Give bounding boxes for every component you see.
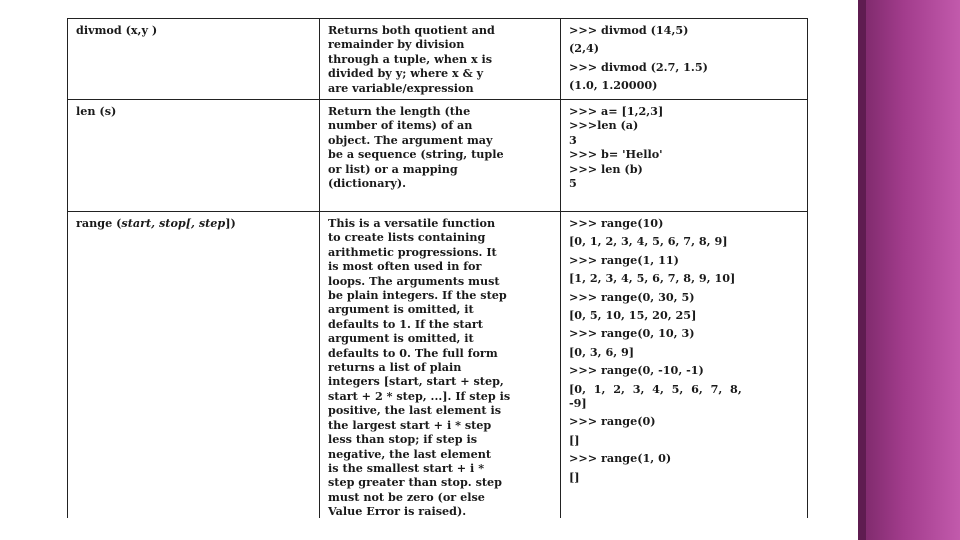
- description-line: defaults to 0. The full form: [328, 345, 498, 360]
- description-line: Returns both quotient and: [328, 23, 495, 37]
- function-table: [67, 18, 808, 518]
- description-line: step greater than stop. step: [328, 475, 502, 490]
- function-args: start, stop: [121, 216, 186, 230]
- example-line: 3: [569, 132, 577, 147]
- example-line: >>> range(0): [569, 414, 656, 429]
- function-signature: divmod (x,y ): [76, 23, 158, 37]
- example-line: (2,4): [569, 41, 600, 56]
- description-cell: [320, 19, 561, 100]
- example-line: >>> range(0, -10, -1): [569, 363, 704, 378]
- example-line: -9]: [569, 396, 587, 411]
- description-line: (dictionary).: [328, 176, 407, 191]
- function-cell: [68, 19, 320, 100]
- example-line: [0, 5, 10, 15, 20, 25]: [569, 308, 697, 323]
- example-line: >>> range(10): [569, 216, 664, 230]
- example-line: >>> range(0, 10, 3): [569, 326, 695, 341]
- description-line: remainder by division: [328, 37, 465, 52]
- description-line: is most often used in for: [328, 259, 482, 274]
- description-line: argument is omitted, it: [328, 302, 474, 317]
- function-close: ]): [225, 216, 236, 230]
- description-line: negative, the last element: [328, 446, 492, 461]
- example-line: []: [569, 432, 580, 447]
- description-line: argument is omitted, it: [328, 331, 474, 346]
- decorative-side-bar: [858, 0, 960, 540]
- function-cell: [68, 100, 320, 212]
- description-line: defaults to 1. If the start: [328, 316, 483, 331]
- description-line: positive, the last element is: [328, 403, 502, 418]
- description-line: the largest start + i * step: [328, 417, 492, 432]
- example-line: [0, 3, 6, 9]: [569, 344, 635, 359]
- table-row: [68, 100, 808, 212]
- description-line: start + 2 * step, ...]. If step is: [328, 388, 511, 403]
- function-name: range (: [76, 216, 122, 230]
- example-cell: [561, 212, 808, 519]
- description-line: less than stop; if step is: [328, 432, 478, 447]
- example-line: >>> range(0, 30, 5): [569, 289, 695, 304]
- description-line: arithmetic progressions. It: [328, 244, 497, 259]
- example-line: 5: [569, 176, 577, 191]
- description-line: is the smallest start + i *: [328, 460, 485, 475]
- function-optional-arg: [, step: [185, 216, 226, 230]
- description-line: be plain integers. If the step: [328, 288, 507, 303]
- description-line: to create lists containing: [328, 230, 486, 245]
- example-cell: [561, 19, 808, 100]
- description-cell: [320, 100, 561, 212]
- description-line: or list) or a mapping: [328, 161, 458, 176]
- function-signature: len (s): [76, 104, 117, 118]
- description-line: are variable/expression: [328, 80, 474, 95]
- example-line: >>> b= 'Hello': [569, 147, 663, 162]
- example-line: (1.0, 1.20000): [569, 78, 658, 93]
- description-line: object. The argument may: [328, 132, 493, 147]
- example-line: >>> len (b): [569, 161, 643, 176]
- description-line: must not be zero (or else: [328, 489, 485, 504]
- example-line: [0, 1, 2, 3, 4, 5, 6, 7, 8,: [569, 381, 742, 396]
- description-line: This is a versatile function: [328, 216, 496, 230]
- description-line: be a sequence (string, tuple: [328, 147, 504, 162]
- example-cell: [561, 100, 808, 212]
- description-line: number of items) of an: [328, 118, 473, 133]
- example-line: [1, 2, 3, 4, 5, 6, 7, 8, 9, 10]: [569, 271, 736, 286]
- description-line: Return the length (the: [328, 104, 471, 118]
- function-signature: [76, 216, 313, 230]
- description-line: loops. The arguments must: [328, 273, 500, 288]
- example-line: >>> divmod (2.7, 1.5): [569, 59, 708, 74]
- description-line: returns a list of plain: [328, 360, 462, 375]
- function-cell: [68, 212, 320, 519]
- example-line: >>>len (a): [569, 118, 639, 133]
- example-line: >>> divmod (14,5): [569, 23, 689, 37]
- function-table-wrapper: [67, 18, 808, 518]
- description-line: divided by y; where x & y: [328, 66, 484, 81]
- example-line: >>> a= [1,2,3]: [569, 104, 664, 118]
- example-line: >>> range(1, 0): [569, 451, 672, 466]
- example-line: [0, 1, 2, 3, 4, 5, 6, 7, 8, 9]: [569, 234, 728, 249]
- description-cell: [320, 212, 561, 519]
- description-line: integers [start, start + step,: [328, 374, 504, 389]
- table-row: [68, 212, 808, 519]
- example-line: >>> range(1, 11): [569, 252, 679, 267]
- description-line: Value Error is raised).: [328, 504, 467, 518]
- table-row: [68, 19, 808, 100]
- description-line: through a tuple, when x is: [328, 51, 493, 66]
- example-line: []: [569, 469, 580, 484]
